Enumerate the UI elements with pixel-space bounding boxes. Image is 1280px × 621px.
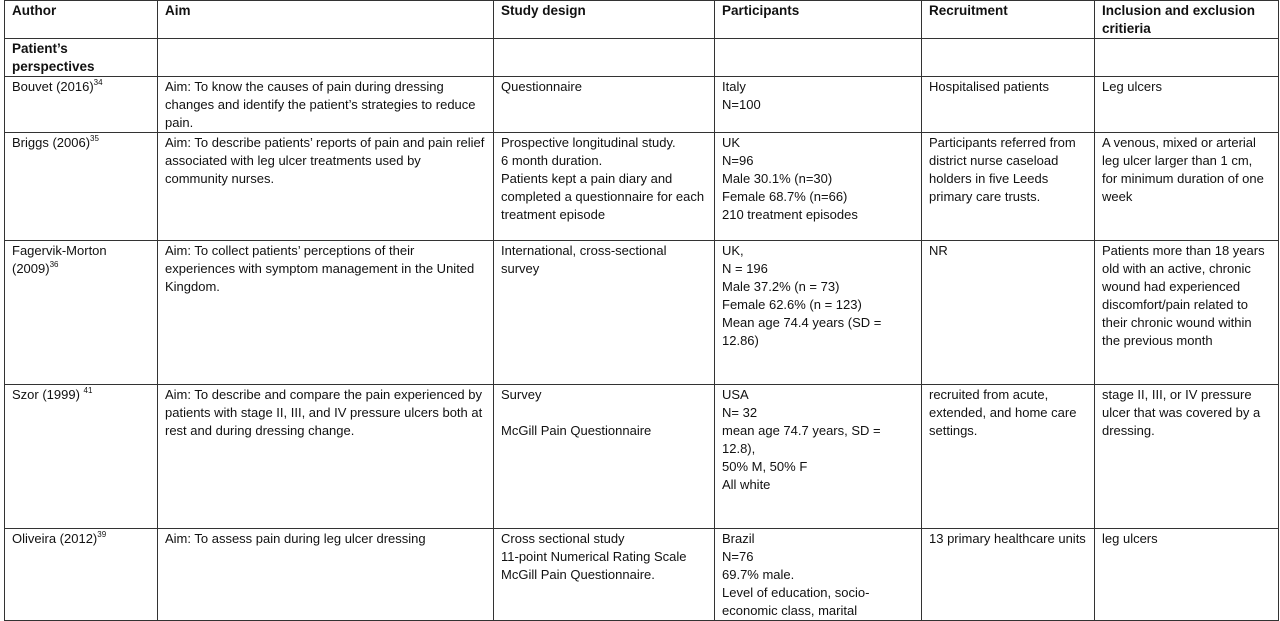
design-line: 6 month duration. bbox=[501, 153, 603, 168]
aim-text: Aim: To describe and compare the pain experienced by patients with stage II, III, and IV pressure ulcers both at rest and during dressing change. bbox=[165, 387, 483, 438]
table-row bbox=[5, 241, 1279, 385]
participants-line: Male 30.1% (n=30) bbox=[722, 171, 833, 186]
design-line: 11-point Numerical Rating Scale bbox=[501, 549, 687, 564]
design-line: McGill Pain Questionnaire. bbox=[501, 567, 655, 582]
participants-line: N = 196 bbox=[722, 261, 768, 276]
header-criteria: Inclusion and exclusion critieria bbox=[1095, 1, 1279, 39]
design-line: Questionnaire bbox=[501, 79, 582, 94]
aim-cell bbox=[158, 77, 494, 133]
recruitment-cell bbox=[922, 77, 1095, 133]
recruitment-cell bbox=[922, 241, 1095, 385]
participants-line: Mean age 74.4 years (SD = 12.86) bbox=[722, 315, 885, 348]
design-line: Cross sectional study bbox=[501, 531, 625, 546]
studies-table bbox=[4, 0, 1279, 621]
recruitment-cell bbox=[922, 133, 1095, 241]
recruitment-text: 13 primary healthcare units bbox=[929, 531, 1086, 546]
section-label: Patient’s perspectives bbox=[5, 39, 158, 77]
criteria-cell bbox=[1095, 133, 1279, 241]
header-author: Author bbox=[5, 1, 158, 39]
criteria-cell bbox=[1095, 77, 1279, 133]
section-row bbox=[5, 39, 1279, 77]
aim-text: Aim: To collect patients’ perceptions of their experiences with symptom management in the United Kingdom. bbox=[165, 243, 475, 294]
author-cell bbox=[5, 77, 158, 133]
participants-line: Level of education, socio-economic class, marital bbox=[722, 585, 870, 618]
participants-cell bbox=[715, 385, 922, 529]
table-row bbox=[5, 77, 1279, 133]
criteria-text: Patients more than 18 years old with an active, chronic wound had experienced discomfort/pain related to their chronic wound within the previous month bbox=[1102, 243, 1265, 348]
recruitment-cell bbox=[922, 385, 1095, 529]
participants-line: All white bbox=[722, 477, 771, 492]
participants-line: 50% M, 50% F bbox=[722, 459, 808, 474]
participants-cell bbox=[715, 133, 922, 241]
aim-text: Aim: To describe patients’ reports of pain and pain relief associated with leg ulcer treatments used by community nurses. bbox=[165, 135, 485, 186]
table-row bbox=[5, 529, 1279, 621]
author-name: Bouvet (2016) bbox=[12, 79, 94, 94]
recruitment-text: Participants referred from district nurse caseload holders in five Leeds primary care trusts. bbox=[929, 135, 1076, 204]
participants-cell bbox=[715, 77, 922, 133]
aim-cell bbox=[158, 529, 494, 621]
design-cell bbox=[494, 529, 715, 621]
criteria-text: stage II, III, or IV pressure ulcer that was covered by a dressing. bbox=[1102, 387, 1261, 438]
aim-text: Aim: To know the causes of pain during dressing changes and identify the patient’s strategies to reduce pain. bbox=[165, 79, 476, 130]
criteria-text: leg ulcers bbox=[1102, 531, 1158, 546]
author-name: Oliveira (2012) bbox=[12, 531, 98, 546]
participants-line: 210 treatment episodes bbox=[722, 207, 858, 222]
author-cell bbox=[5, 133, 158, 241]
participants-cell bbox=[715, 529, 922, 621]
author-cell bbox=[5, 385, 158, 529]
author-name: Szor (1999) bbox=[12, 387, 84, 402]
criteria-cell bbox=[1095, 385, 1279, 529]
author-cell bbox=[5, 529, 158, 621]
reference-number: 41 bbox=[83, 386, 93, 395]
header-participants: Participants bbox=[715, 1, 922, 39]
design-line: Survey bbox=[501, 387, 542, 402]
participants-line: Female 68.7% (n=66) bbox=[722, 189, 848, 204]
aim-cell bbox=[158, 133, 494, 241]
author-name: Fagervik-Morton (2009) bbox=[12, 243, 107, 276]
author-name: Briggs (2006) bbox=[12, 135, 91, 150]
participants-line: Male 37.2% (n = 73) bbox=[722, 279, 840, 294]
participants-line: Female 62.6% (n = 123) bbox=[722, 297, 862, 312]
author-cell bbox=[5, 241, 158, 385]
reference-number: 35 bbox=[90, 134, 99, 143]
design-cell bbox=[494, 241, 715, 385]
design-line: Patients kept a pain diary and completed a questionnaire for each treatment episode bbox=[501, 171, 708, 222]
recruitment-text: Hospitalised patients bbox=[929, 79, 1049, 94]
design-cell bbox=[494, 77, 715, 133]
design-line: McGill Pain Questionnaire bbox=[501, 423, 652, 438]
design-line: International, cross-sectional survey bbox=[501, 243, 671, 276]
header-recruitment: Recruitment bbox=[922, 1, 1095, 39]
design-cell bbox=[494, 133, 715, 241]
aim-text: Aim: To assess pain during leg ulcer dressing bbox=[165, 531, 426, 546]
reference-number: 34 bbox=[93, 78, 103, 87]
recruitment-cell bbox=[922, 529, 1095, 621]
reference-number: 36 bbox=[49, 260, 59, 269]
recruitment-text: NR bbox=[929, 243, 948, 258]
participants-line: USA bbox=[722, 387, 749, 402]
aim-cell bbox=[158, 385, 494, 529]
participants-line: N=100 bbox=[722, 97, 761, 112]
participants-line: N=76 bbox=[722, 549, 754, 564]
table-row bbox=[5, 133, 1279, 241]
participants-line: Brazil bbox=[722, 531, 755, 546]
header-row bbox=[5, 1, 1279, 39]
criteria-cell bbox=[1095, 241, 1279, 385]
aim-cell bbox=[158, 241, 494, 385]
participants-line: UK, bbox=[722, 243, 744, 258]
participants-line: 69.7% male. bbox=[722, 567, 795, 582]
participants-line: N= 32 bbox=[722, 405, 758, 420]
design-line: Prospective longitudinal study. bbox=[501, 135, 676, 150]
reference-number: 39 bbox=[97, 530, 107, 539]
criteria-text: Leg ulcers bbox=[1102, 79, 1162, 94]
participants-cell bbox=[715, 241, 922, 385]
criteria-cell bbox=[1095, 529, 1279, 621]
header-study-design: Study design bbox=[494, 1, 715, 39]
header-aim: Aim bbox=[158, 1, 494, 39]
recruitment-text: recruited from acute, extended, and home care settings. bbox=[929, 387, 1077, 438]
criteria-text: A venous, mixed or arterial leg ulcer larger than 1 cm, for minimum duration of one week bbox=[1102, 135, 1264, 204]
table-row bbox=[5, 385, 1279, 529]
design-cell bbox=[494, 385, 715, 529]
participants-line: Italy bbox=[722, 79, 746, 94]
design-line bbox=[501, 404, 707, 422]
participants-line: mean age 74.7 years, SD = 12.8), bbox=[722, 423, 885, 456]
participants-line: UK bbox=[722, 135, 741, 150]
participants-line: N=96 bbox=[722, 153, 754, 168]
